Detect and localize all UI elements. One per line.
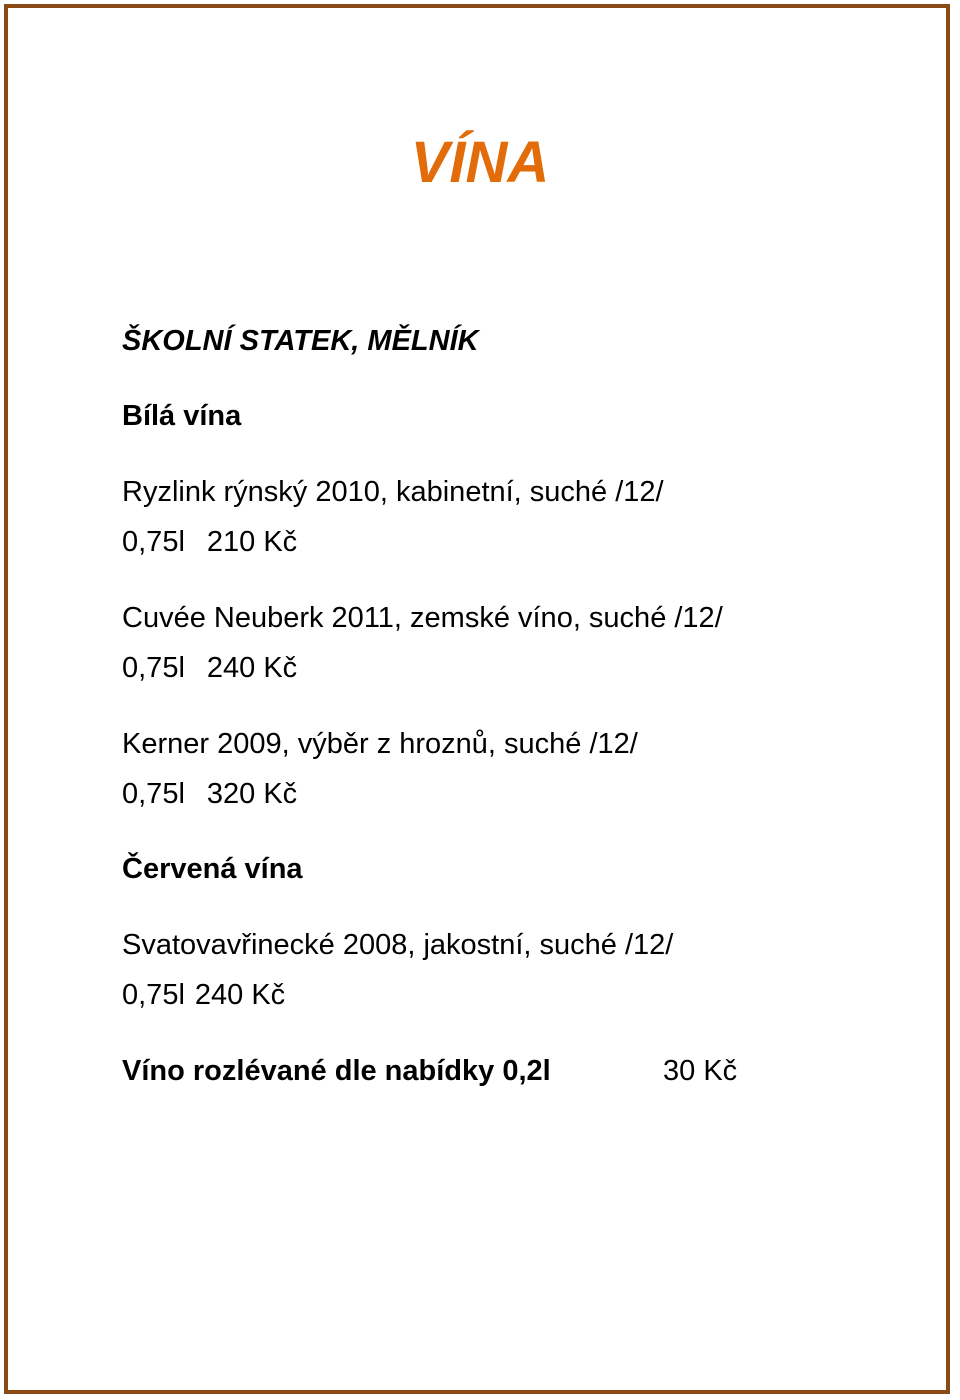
wine-name: Cuvée Neuberk 2011, zemské víno, suché /12/ [122,602,723,634]
section-heading-red: Červená vína [122,853,303,885]
wine-price-line [122,517,882,567]
wine-name: Svatovavřinecké 2008, jakostní, suché /12/ [122,929,674,961]
wine-item [122,467,882,567]
wine-price-line [122,769,882,819]
wine-item [122,920,882,1020]
poured-wine-line [122,1046,882,1096]
wine-volume: 0,75l [122,979,185,1011]
page-title: VÍNA [410,130,550,195]
section-heading-white: Bílá vína [122,400,242,432]
wine-list [122,318,882,1096]
wine-item [122,593,882,693]
wine-name: Ryzlink rýnský 2010, kabinetní, suché /12/ [122,476,664,508]
wine-price: 240 Kč [206,652,298,684]
poured-wine-price: 30 Kč [663,1055,738,1087]
wine-name: Kerner 2009, výběr z hroznů, suché /12/ [122,728,638,760]
wine-price: 210 Kč [206,526,298,558]
wine-price-line [122,970,882,1020]
wine-volume: 0,75l [122,526,185,558]
wine-volume: 0,75l [122,778,185,810]
poured-wine-label: Víno rozlévané dle nabídky 0,2l [122,1055,551,1087]
wine-price: 240 Kč [194,979,286,1011]
estate-name: ŠKOLNÍ STATEK, MĚLNÍK [122,325,479,357]
wine-item [122,719,882,819]
wine-volume: 0,75l [122,652,185,684]
wine-price: 320 Kč [206,778,298,810]
wine-price-line [122,643,882,693]
